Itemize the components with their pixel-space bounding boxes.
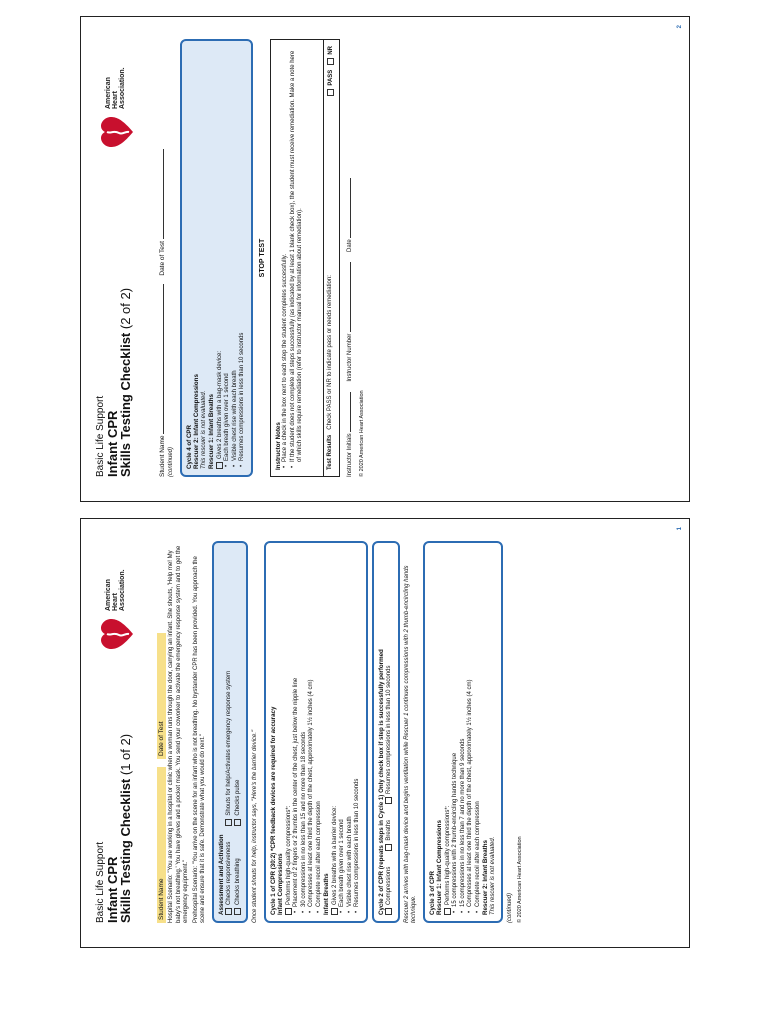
name-date-bar [157, 541, 166, 923]
checkbox-icon[interactable] [285, 908, 292, 915]
org-line: Basic Life Support [95, 395, 106, 477]
page-number: 1 [677, 527, 683, 531]
course-title: Infant CPR [105, 856, 120, 923]
checkbox-icon[interactable] [327, 89, 334, 96]
hospital-scenario: Hospital Scenario: "You are working in a hospital or clinic when a woman runs through the door, carrying an infant. She shouts, 'Help me! My baby's not breathing.' You have gloves and a pocket mask. You send your coworker to activate the emergency response system and to get the emergency equipment." [168, 545, 189, 923]
instructor-initials-field[interactable]: Instructor Initials [344, 392, 353, 477]
pass-option[interactable]: PASS [328, 70, 334, 96]
checklist-page-1 [80, 518, 690, 948]
check-item[interactable]: Gives 2 breaths with a bag-mask device: [216, 47, 225, 469]
assessment-box: Assessment and Activation Checks responsiveness Checks breathing Shouts for help/Activates emergency response system Checks pulse [212, 541, 249, 923]
rescuer-2-note: Rescuer 2 arrives with bag-mask device and begins ventilation while Rescuer 1 continues compressions with 2 thumb-encircling hands technique. [403, 565, 418, 923]
cycle-4-box: Cycle 4 of CPR Rescuer 2: Infant Compressions This rescuer is not evaluated. Rescuer 1: Infant Breaths Gives 2 breaths with a bag-mask device: • Each breath given over 1 second • Visible chest rise with each breath • Resumes compressions in less than 10 seconds [180, 39, 253, 477]
heart-torch-icon [99, 115, 135, 149]
date-field[interactable]: Date of Test [157, 633, 166, 759]
aha-logo: American Heart Association. [99, 541, 139, 651]
check-item[interactable]: Checks pulse [234, 671, 243, 826]
check-item[interactable]: Resumes compressions in less than 10 seconds [385, 666, 394, 804]
checkbox-icon[interactable] [385, 908, 392, 915]
checklist-title: Skills Testing Checklist (1 of 2) [118, 733, 133, 923]
course-title: Infant CPR [105, 410, 120, 477]
checklist-title: Skills Testing Checklist (2 of 2) [118, 287, 133, 477]
checklist-page-2 [80, 16, 690, 502]
continued-note: (continued) [168, 446, 174, 477]
student-name-field[interactable]: Student Name [157, 767, 166, 923]
checkbox-icon[interactable] [216, 462, 223, 469]
checkbox-icon[interactable] [234, 819, 241, 826]
checkbox-icon[interactable] [444, 908, 451, 915]
org-line: Basic Life Support [95, 841, 106, 923]
cycle-3-box: Cycle 3 of CPR Rescuer 1: Infant Compressions Performs high-quality compressions*: • 15 compressions with 2 thumb-encircling hands technique • 15 compressions in no less than 7 and no more than 9 seconds • Compresses at least one third the depth of the chest, approximately 1½ inches (4 cm) • Complete recoil after each compression Rescuer 2: Infant Breaths This rescuer is not evaluated. [423, 541, 504, 923]
instructor-number-field[interactable]: Instructor Number [344, 262, 353, 382]
checkbox-icon[interactable] [385, 844, 392, 851]
check-item[interactable]: Performs high-quality compressions*: [444, 549, 453, 915]
aha-logo: American Heart Association. [99, 39, 139, 149]
checkbox-icon[interactable] [327, 58, 334, 65]
name-date-bar [157, 39, 166, 477]
checkbox-icon[interactable] [225, 908, 232, 915]
check-item[interactable]: Performs high-quality compressions*: [285, 549, 294, 915]
check-item[interactable]: Checks breathing [234, 842, 243, 915]
check-item[interactable]: Breaths [385, 820, 394, 851]
check-item[interactable]: Shouts for help/Activates emergency response system [225, 671, 234, 826]
page-number: 2 [677, 25, 683, 29]
checkbox-icon[interactable] [385, 797, 392, 804]
nr-option[interactable]: NR [328, 46, 334, 65]
continued-note: (continued) [507, 892, 514, 923]
date-field[interactable]: Date of Test [157, 149, 166, 275]
checkbox-icon[interactable] [234, 908, 241, 915]
stop-test-label: STOP TEST [258, 238, 266, 278]
test-results-row: Test Results Check PASS or NR to indicate pass or needs remediation: PASS NR [323, 40, 336, 476]
date-sign-field[interactable]: Date [344, 178, 353, 252]
check-item[interactable]: Compressions [385, 867, 394, 915]
student-name-field[interactable]: Student Name [157, 284, 166, 477]
checkbox-icon[interactable] [225, 819, 232, 826]
heart-torch-icon [99, 617, 135, 651]
copyright: © 2020 American Heart Association [359, 390, 366, 477]
copyright: © 2020 American Heart Association [516, 836, 523, 923]
check-item[interactable]: Checks responsiveness [225, 842, 234, 915]
page-header [95, 541, 153, 923]
page-header [95, 39, 153, 477]
prehospital-scenario: Prehospital Scenario: "You arrive on the scene for an infant who is not breathing. No bystander CPR has been provided. You approach the scene and ensure that it is safe. Demonstrate what you would do next." [192, 556, 206, 923]
cycle-2-box: Cycle 2 of CPR (repeats steps in Cycle 1) Only check box if step is successfully performed Compressions Breaths Resumes compressions in less than 10 seconds [372, 541, 400, 923]
checkbox-icon[interactable] [331, 908, 338, 915]
cycle-1-box: Cycle 1 of CPR (30:2) *CPR feedback devices are required for accuracy Infant Compressions Performs high-quality compressions*: • Placement of 2 fingers or 2 thumbs in the center of the chest, just below the nipple line • 30 compressions in no less than 15 and no more than 18 seconds • Compresses at least one third the depth of the chest, approximately 1½ inches (4 cm) • Complete recoil after each compression Infant Breaths Gives 2 breaths with a barrier device: • Each breath given over 1 second • Visible chest rise with each breath • Resumes compressions in less than 10 seconds [264, 541, 368, 923]
instructor-cue: Once student shouts for help, instructor says, "Here's the barrier device." [252, 729, 259, 923]
instructor-notes-box: Instructor Notes • Place a check in the box next to each step the student completes successfully. • If the student does not complete all steps successfully (as indicated by at least 1 blank check box), the student must receive remediation. Make a note here of which skills require remediation (refer to instructor manual for information about remediation). Test Results Check PASS or NR to indicate pass or needs remediation: PASS NR [270, 39, 341, 477]
check-item[interactable]: Gives 2 breaths with a barrier device: [331, 549, 340, 915]
signature-row [344, 39, 353, 477]
